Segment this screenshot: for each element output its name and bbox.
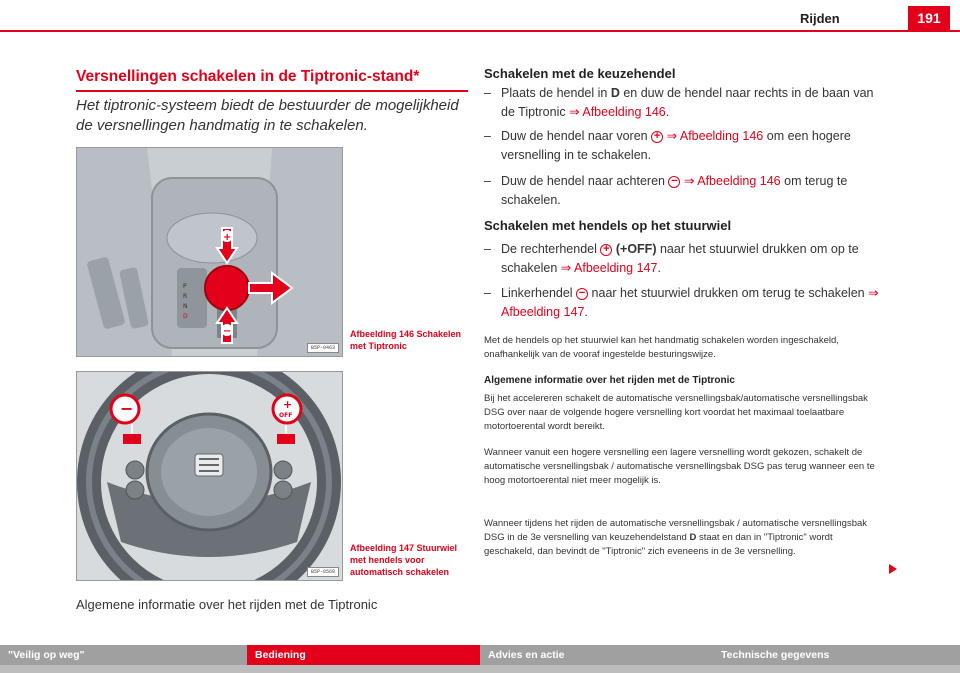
note-heading: Algemene informatie over het rijden met de Tiptronic [484,375,735,386]
figure-tag: B5P-0560 [307,567,339,577]
note-paragraph: Met de hendels op het stuurwiel kan het handmatig schakelen worden ingeschakeld, onafhankelijk van de vooraf ingestelde besturingswijze. [484,335,839,360]
figure-gear-selector [76,147,343,357]
svg-text:+: + [223,232,232,243]
figure-link[interactable]: ⇒ Afbeelding 146 [569,105,666,119]
list-item: – De rechterhendel + (+OFF) naar het stuurwiel drukken om op te schakelen ⇒ Afbeelding 147. [484,242,859,275]
nav-tab-advice[interactable]: Advies en actie [480,645,720,665]
footer-text: Algemene informatie over het rijden met de Tiptronic [76,597,378,612]
section-rule [76,90,468,92]
figure-link[interactable]: ⇒ Afbeelding 147 [560,261,658,275]
continue-arrow-icon[interactable] [889,564,897,574]
plus-symbol-icon: + [651,131,663,143]
gear-selector-illustration [77,148,342,356]
figure-tag: B5P-0463 [307,343,339,353]
subheading-steering: Schakelen met hendels op het stuurwiel [484,218,732,233]
svg-text:P: P [183,283,187,290]
svg-text:R: R [183,293,188,300]
svg-text:N: N [183,303,188,310]
svg-text:OFF: OFF [279,412,293,419]
minus-symbol-icon: − [668,176,680,188]
figure-caption-146: Afbeelding 146 Schakelen met Tiptronic [350,329,462,351]
note-paragraph: Wanneer vanuit een hogere versnelling een lagere versnelling wordt gekozen, schakelt de automatische versnellingsbak / automatische versnellingsbak DSG pas terug wanneer een te hoog motortoerental niet meer mogelijk is. [484,447,875,486]
svg-text:−: − [223,326,232,337]
intro-text: Het tiptronic-systeem biedt de bestuurder de mogelijkheid de versnellingen handmatig in te schakelen. [76,97,459,134]
section-title: Versnellingen schakelen in de Tiptronic-stand* [76,68,420,85]
steering-wheel-illustration [77,372,342,580]
note-paragraph: Wanneer tijdens het rijden de automatische versnellingsbak / automatische versnellingsbak DSG in de 3e versnelling van keuzehendelstand D staat en dan in "Tiptronic" wordt geschakeld, dan bevindt de "Tiptronic" zich eveneens in de 3e versnelling. [484,518,868,557]
list-item: – Plaats de hendel in D en duw de hendel naar rechts in de baan van de Tiptronic ⇒ Afbeelding 146. [484,86,874,119]
list-item: – Duw de hendel naar voren + ⇒ Afbeelding 146 om een hogere versnelling in te schakelen. [484,129,851,162]
list-item: – Duw de hendel naar achteren − ⇒ Afbeelding 146 om terug te schakelen. [484,174,848,207]
svg-text:−: − [120,399,134,418]
subheading-selector: Schakelen met de keuzehendel [484,66,676,81]
figure-link[interactable]: ⇒ Afbeelding 146 [666,129,764,143]
svg-text:+: + [283,398,293,411]
nav-tab-technical[interactable]: Technische gegevens [713,645,960,665]
page-number: 191 [908,6,950,30]
figure-link[interactable]: ⇒ Afbeelding 146 [683,174,781,188]
minus-symbol-icon: − [576,288,588,300]
list-item: – Linkerhendel − naar het stuurwiel drukken om terug te schakelen ⇒ Afbeelding 147. [484,286,879,319]
header-rule [0,30,960,32]
note-paragraph: Bij het accelereren schakelt de automatische versnellingsbak/automatische versnellingsbak DSG over naar de volgende hogere versnelling kort voordat het maximaal toelaatbare motortoerental wordt bereikt. [484,393,868,432]
figure-link[interactable]: ⇒ Afbeelding 147 [501,286,879,319]
nav-tab-operation[interactable]: Bediening [247,645,487,665]
figure-caption-147: Afbeelding 147 Stuurwiel met hendels voor automatisch schakelen [350,543,458,577]
svg-text:D: D [183,313,188,320]
nav-tab-safety[interactable]: "Veilig op weg" [0,645,254,665]
chapter-title: Rijden [800,11,840,26]
plus-symbol-icon: + [600,244,612,256]
figure-steering-wheel [76,371,343,581]
